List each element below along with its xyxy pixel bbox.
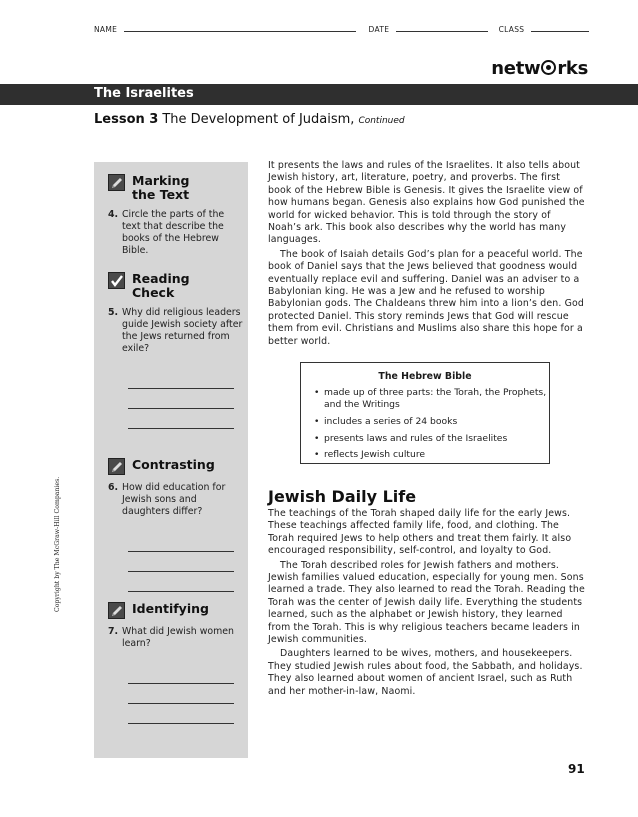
list-item: • presents laws and rules of the Israelites [314, 433, 549, 445]
list-item: • reflects Jewish culture [314, 449, 549, 461]
note-heading-2: Check [132, 285, 175, 300]
main-text-top [268, 160, 586, 348]
question-text: Circle the parts of the text that describe the books of the Hebrew Bible. [122, 209, 225, 256]
paragraph: The Torah described roles for Jewish fathers and mothers. Jewish families valued education, especially for young men. Sons learned a trade. They also learned to read the Torah. Reading the Torah was the center of Jewish daily life. Everything the students learned, such as the alphabet or Jewish history, they learned from the Torah. This is why religious teachers became leaders in Jewish communities. [268, 559, 585, 646]
box-title: The Hebrew Bible [378, 371, 472, 382]
note-contrasting [108, 458, 244, 592]
list-item: • made up of three parts: the Torah, the Prophets, and the Writings [314, 387, 549, 411]
note-heading: Identifying [132, 601, 209, 616]
class-label: CLASS [498, 25, 525, 34]
date-field[interactable] [396, 24, 488, 32]
sidebar-notes [94, 162, 248, 758]
note-reading-check [108, 272, 244, 429]
pencil-icon [108, 458, 125, 475]
note-identifying [108, 602, 244, 724]
question-number: 5. [108, 307, 119, 318]
checkmark-icon [108, 272, 125, 289]
question-text: Why did religious leaders guide Jewish society after the Jews returned from exile? [122, 307, 243, 354]
continued-label: Continued [358, 116, 405, 126]
question-text: How did education for Jewish sons and daughters differ? [122, 482, 226, 517]
answer-lines[interactable] [128, 369, 244, 429]
lesson-title: The Development of Judaism, [162, 112, 355, 127]
pencil-icon [108, 174, 125, 191]
main-text-bottom [268, 508, 586, 698]
note-heading: Reading [132, 271, 190, 286]
chapter-title-bar [0, 84, 638, 105]
page-number: 91 [568, 762, 585, 776]
name-label: NAME [94, 25, 118, 34]
paragraph: The teachings of the Torah shaped daily life for the early Jews. These teachings affected family life, food, and clothing. The Torah required Jews to help others and treat them fairly. It also encouraged responsibility, self-control, and loyalty to God. [268, 508, 572, 557]
answer-lines[interactable] [128, 532, 244, 592]
class-field[interactable] [531, 24, 589, 32]
question-number: 4. [108, 209, 119, 220]
question-text: What did Jewish women learn? [122, 626, 234, 649]
question-number: 6. [108, 482, 119, 493]
logo-o-icon [541, 60, 556, 75]
answer-lines[interactable] [128, 664, 244, 724]
hebrew-bible-box [300, 362, 550, 464]
paragraph: It presents the laws and rules of the Israelites. It also tells about Jewish history, art, literature, poetry, and proverbs. The first book of the Hebrew Bible is Genesis. It gives the Israelite view of how humans began. Genesis also explains how God punished the world for wicked behavior. This is told through the story of Noah’s ark. This book also describes why the world has many languages. [268, 160, 585, 246]
note-heading-2: the Text [132, 187, 190, 202]
note-heading: Marking [132, 173, 190, 188]
date-label: DATE [368, 25, 390, 34]
list-item: • includes a series of 24 books [314, 416, 549, 428]
networks-logo: netw rks [491, 58, 588, 79]
section-heading: Jewish Daily Life [268, 487, 417, 506]
copyright-notice: Copyright by The McGraw-Hill Companies. [54, 476, 61, 612]
box-list [314, 387, 549, 462]
lesson-label: Lesson 3 [94, 112, 159, 127]
student-info-line [94, 24, 589, 34]
paragraph: Daughters learned to be wives, mothers, and housekeepers. They studied Jewish rules about food, the Sabbath, and holidays. They also learned about women of ancient Israel, such as Ruth and her mother-in-law, Naomi. [268, 648, 583, 697]
question-number: 7. [108, 626, 119, 637]
pencil-icon [108, 602, 125, 619]
note-marking-the-text [108, 174, 244, 257]
name-field[interactable] [124, 24, 356, 32]
note-heading: Contrasting [132, 457, 215, 472]
chapter-title: The Israelites [94, 86, 194, 101]
lesson-heading [94, 112, 405, 127]
paragraph: The book of Isaiah details God’s plan for a peaceful world. The book of Daniel says that the Jews believed that goodness would eventually replace evil and suffering. Daniel was an adviser to a Babylonian king. He was a Jew and he refused to worship Babylonian gods. The Chaldeans threw him into a lion’s den. God protected Daniel. This story reminds Jews that God will rescue them from evil. Christians and Muslims also share this hope for a better world. [268, 248, 584, 347]
